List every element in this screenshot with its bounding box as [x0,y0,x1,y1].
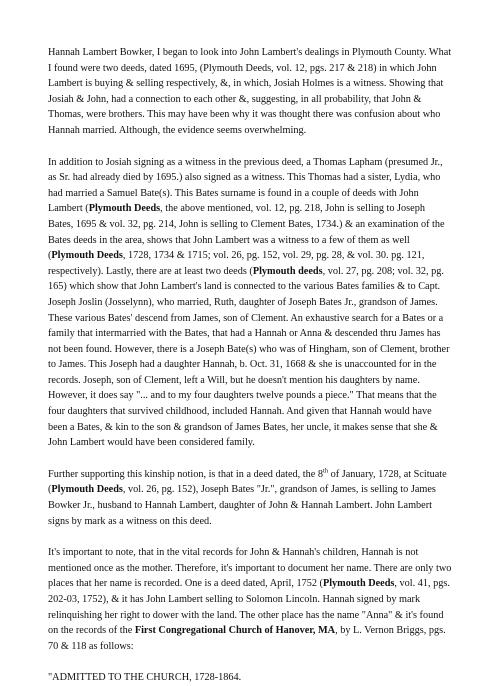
paragraph-2 [48,155,452,451]
paragraph-5 [48,670,452,686]
source-title: First Congregational Church of Hanover, MA [134,625,336,637]
source-title: Plymouth Deeds [51,250,123,262]
text-run: , by L. Vernon Briggs, pgs. 70 & 118 as follows: [48,625,446,652]
text-run: Further supporting this kinship notion, is that in a deed dated, the 8 [48,468,324,480]
text-run: , vol. 27, pg. 208; vol. 32, pg. 165) which show that John Lambert's land is connected to the various Bates families & to Capt. Joseph Joslin (Josselynn), who married, Ruth, daughter of Joseph Bates Jr., grandson of James. These various Bates' descend from James, son of Clement. An exhaustive search for a Bates or a family that intermarried with the Bates, that had a Hannah or Anna & descended thru James has not been found. However, there is a Joseph Bate(s) who was of Hingham, son of Clement, brother to James. This Joseph had a daughter Hannah, b. Oct. 31, 1668 & she is unaccounted for in the records. Joseph, son of Clement, left a Will, but he doesn't mention his daughters by name. However, it does say "... and to my four daughters twelve pounds a piece." That means that the four daughters that survived childhood, included Hannah. And given that Hannah would have been a Bates, & kin to the son & grandson of James Bates, her uncle, it makes sense that she & John Lambert would have been considered family. [48,265,450,449]
text-run: , vol. 26, pg. 152), Joseph Bates "Jr.", grandson of James, is selling to James Bowker Jr., husband to Hannah Lambert, daughter of John & Hannah Lambert. John Lambert signs by mark as a witness on this deed. [48,484,436,527]
text-run: , the above mentioned, vol. 12, pg. 218, John is selling to Joseph Bates, 1695 & vol. 32, pg. 214, John is selling to Clement Bates, 1734.) & an examination of the Bates deeds in the area, shows that John Lambert was a witness to a few of them as well ( [48,203,445,262]
text-run: of January, 1728, at Scituate ( [48,468,447,496]
text-run: Hannah Lambert Bowker, I began to look into John Lambert's dealings in Plymouth County. What I found were two deeds, dated 1695, (Plymouth Deeds, vol. 12, pgs. 217 & 218) in which John Lambert is buying & selling respectively, &, in which, Josiah Holmes is a witness. Showing that Josiah & John, had a connection to each other &, suggesting, in all probability, that John & Thomas, were brothers. This may have been why it was thought there was confusion about who Hannah married. Although, the evidence seems overwhelming. [48,47,452,136]
text-run: "ADMITTED TO THE CHURCH, 1728-1864. [48,672,242,684]
text-run: , 1728, 1734 & 1715; vol. 26, pg. 152, vol. 29, pg. 28, & vol. 30. pg. 121, respectively). Lastly, there are at least two deeds ( [48,250,425,277]
ordinal-suffix: th [323,467,329,475]
paragraph-4 [48,545,452,654]
source-title: Plymouth Deeds [88,203,161,215]
text-run: It's important to note, that in the vital records for John & Hannah's children, Hannah is not mentioned once as the mother. Therefore, it's important to document her name. There are only two places that her name is recorded. One is a deed dated, April, 1752 ( [48,547,452,590]
source-title: Plymouth Deeds [51,484,123,496]
text-run: In addition to Josiah signing as a witness in the previous deed, a Thomas Lapham (presumed Jr., as Sr. had already died by 1695.) also signed as a witness. This Thomas had a sister, Lydia, who had married a Samuel Bate(s). This Bates surname is found in a couple of deeds with John Lambert ( [48,156,443,215]
source-title: Plymouth deeds [252,265,323,277]
source-title: Plymouth Deeds [322,578,395,590]
paragraph-3 [48,467,452,529]
text-run: , vol. 41, pgs. 202-03, 1752), & it has John Lambert selling to Solomon Lincoln. Hannah signed by mark relinquishing her right to dower with the land. The other place has the name "Anna" & it's found on the records of the [48,578,450,637]
paragraph-1 [48,45,452,139]
